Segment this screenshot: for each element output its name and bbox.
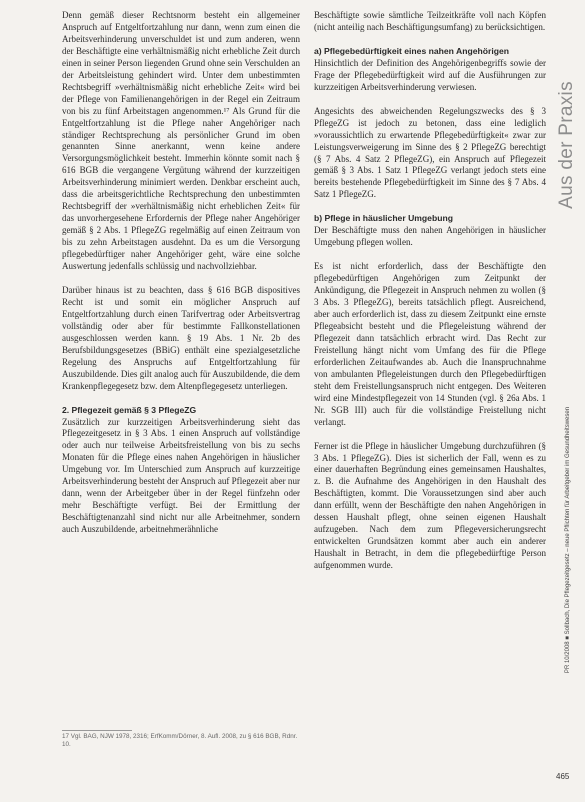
subsection-heading: a) Pflegebedürftigkeit eines nahen Angehörigen: [314, 45, 509, 56]
paragraph: Darüber hinaus ist zu beachten, dass § 616 BGB dispositives Recht ist und somit ein möglicher Anspruch auf Entgeltfortzahlung durch einen Tarifvertrag oder Arbeitsvertrag vollständig oder aber für bestimmte Fallkonstellationen ausgeschlossen werden kann. § 19 Abs. 1 Nr. 2b des Berufsbildungsgesetzes (BBiG) enthält eine spezialgesetzliche Regelung des Anspruchs auf Entgeltfortzahlung für Auszubildende. Dies gilt analog auch für Auszubildende, die dem Krankenpflegegesetz bzw. dem Altenpflegegesetz unterliegen.: [62, 284, 300, 391]
subsection-heading: b) Pflege in häuslicher Umgebung: [314, 213, 453, 224]
sidebar-section-title: [553, 60, 581, 230]
paragraph: Beschäftigte sowie sämtliche Teilzeitkräfte voll nach Köpfen (nicht anteilig nach Beschäftigungsumfang) zu berücksichtigen.: [314, 10, 546, 32]
section-title-text: Aus der Praxis: [556, 81, 577, 209]
paragraph: Angesichts des abweichenden Regelungszwecks des § 3 PflegeZG ist jedoch zu betonen, dass eine lediglich »voraussichtlich zu erwartende Pflegebedürftigkeit« zwar zur Leistungsverweigerung im Sinne des § 2 PflegeZG berechtigt (§ 7 Abs. 4 Satz 2 PflegeZG), ein Anspruch auf Pflegezeit gemäß § 3 Abs. 1 Satz 1 PflegeZG verlangt jedoch stets eine bereits bestehende Pflegebedürftigkeit im Sinne des § 7 Abs. 4 Satz 1 PflegeZG.: [314, 105, 546, 200]
paragraph: Es ist nicht erforderlich, dass der Beschäftigte den pflegebedürftigen Angehörigen zum Zeitpunkt der Ankündigung, die Pflegezeit in Anspruch nehmen zu wollen (§ 3 Abs. 3 PflegeZG), bereits tatsächlich pflegt. Ausreichend, aber auch erforderlich ist, dass zu diesem Zeitpunkt eine ernste Pflegeabsicht besteht und die Pflegeleistung während der Pflegezeit dann tatsächlich erbracht wird. Das Recht zur Freistellung hängt nicht vom Umfang des für die Pflege erforderlichen Zeitaufwandes ab. Auch die Inanspruchnahme von ambulanten Pflegeleistungen durch den Pflegebedürftigen steht dem Freistellungsanspruch nicht entgegen. Des Weiteren wird eine Mindestpflegezeit von 14 Stunden (vgl. § 26a Abs. 1 Nr. SGB III) auch für die vollständige Freistellung nicht verlangt.: [314, 261, 546, 427]
left-column: [62, 10, 300, 548]
page-number: 465: [556, 772, 570, 781]
footnote-divider: [62, 730, 132, 731]
section-heading: 2. Pflegezeit gemäß § 3 PflegeZG: [62, 404, 197, 415]
running-header: [558, 330, 578, 750]
paragraph: Hinsichtlich der Definition des Angehörigenbegriffs sowie der Frage der Pflegebedürftigkeit wird auf die Ausführungen zur kurzzeitigen Arbeitsverhinderung verwiesen.: [314, 57, 546, 92]
right-column: [314, 10, 546, 584]
footnote: 17 Vgl. BAG, NJW 1978, 2316; ErfKomm/Dörner, 8. Aufl. 2008, zu § 616 BGB, Rdnr. 10.: [62, 733, 298, 748]
paragraph: Ferner ist die Pflege in häuslicher Umgebung durchzuführen (§ 3 Abs. 1 PflegeZG). Dies ist sicherlich der Fall, wenn es zu einer dauerhaften Begründung eines gemeinsamen Haushaltes, z. B. die Aufnahme des Angehörigen in den Haushalt des Beschäftigten, kommt. Die Voraussetzungen sind aber auch dann erfüllt, wenn der Beschäftigte den nahen Angehörigen in dessen Haushalt pflegt, ohne seinen eigenen Haushalt aufzugeben. Nach dem zum Pflegeversicherungsrecht entwickelten Grundsätzen kommt aber auch ein anderer Haushalt in Betracht, in dem die pflegebedürftige Person aufgenommen wurde.: [314, 440, 546, 571]
running-header-text: PR 10/2008 ■ Sollbach, Die Pflegezeitgesetz – neue Pflichten für Arbeitgeber im Gesundheitswesen: [565, 406, 571, 674]
paragraph: Zusätzlich zur kurzzeitigen Arbeitsverhinderung sieht das Pflegezeitgesetz in § 3 Abs. 1 einen Anspruch auf vollständige oder auch nur teilweise Arbeitsfreistellung von bis zu sechs Monaten für die Pflege eines nahen Angehörigen in häuslicher Umgebung vor. Im Unterschied zum Anspruch auf kurzzeitige Arbeitsverhinderung besteht der Anspruch auf Pflegezeit aber nur dann, wenn der Arbeitgeber über in der Regel fünfzehn oder mehr Beschäftigte verfügt. Bei der Ermittlung der Beschäftigtenanzahl sind nicht nur alle Arbeitnehmer, sondern auch Auszubildende, arbeitnehmerähnliche: [62, 416, 300, 535]
paragraph: Denn gemäß dieser Rechtsnorm besteht ein allgemeiner Anspruch auf Entgeltfortzahlung nur dann, wenn zum einen die Arbeitsverhinderung unverschuldet ist und zum anderen, wenn der Beschäftigte eine verhältnismäßig nicht erhebliche Zeit durch einen in seiner Person liegenden Grund ohne sein Verschulden an der Arbeitsleistung gehindert wird. Unter dem unbestimmten Rechtsbegriff »verhältnismäßig nicht erhebliche Zeit« wird bei der Pflege von Familienangehörigen in der Regel ein Zeitraum von bis zu fünf Arbeitstagen angenommen.¹⁷ Als Grund für die Entgeltfortzahlung ist die Pflege naher Angehöriger nach ständiger Rechtsprechung als persönlicher Grund im oben genannten Sinne anerkannt, wenn keine andere Versorgungsmöglichkeit besteht. Immerhin könnte somit nach § 616 BGB die vergangene Vergütung während der kurzzeitigen Arbeitsverhinderung minimiert werden. Denkbar erscheint auch, dass die arbeitsgerichtliche Rechtsprechung den unbestimmten Rechtsbegriff der »verhältnismäßig nicht erheblichen Zeit« für das unvorhergesehene Erfordernis der Pflege naher Angehöriger gemäß § 2 Abs. 1 PflegeZG regelmäßig auf einen Zeitraum von bis zu zehn Arbeitstagen ausdehnt. Da es um die Versorgung pflegebedürftiger naher Angehöriger geht, wäre eine solche Auswertung jedenfalls schlüssig und nachvollziehbar.: [62, 10, 300, 272]
paragraph: Der Beschäftigte muss den nahen Angehörigen in häuslicher Umgebung pflegen wollen.: [314, 225, 546, 248]
